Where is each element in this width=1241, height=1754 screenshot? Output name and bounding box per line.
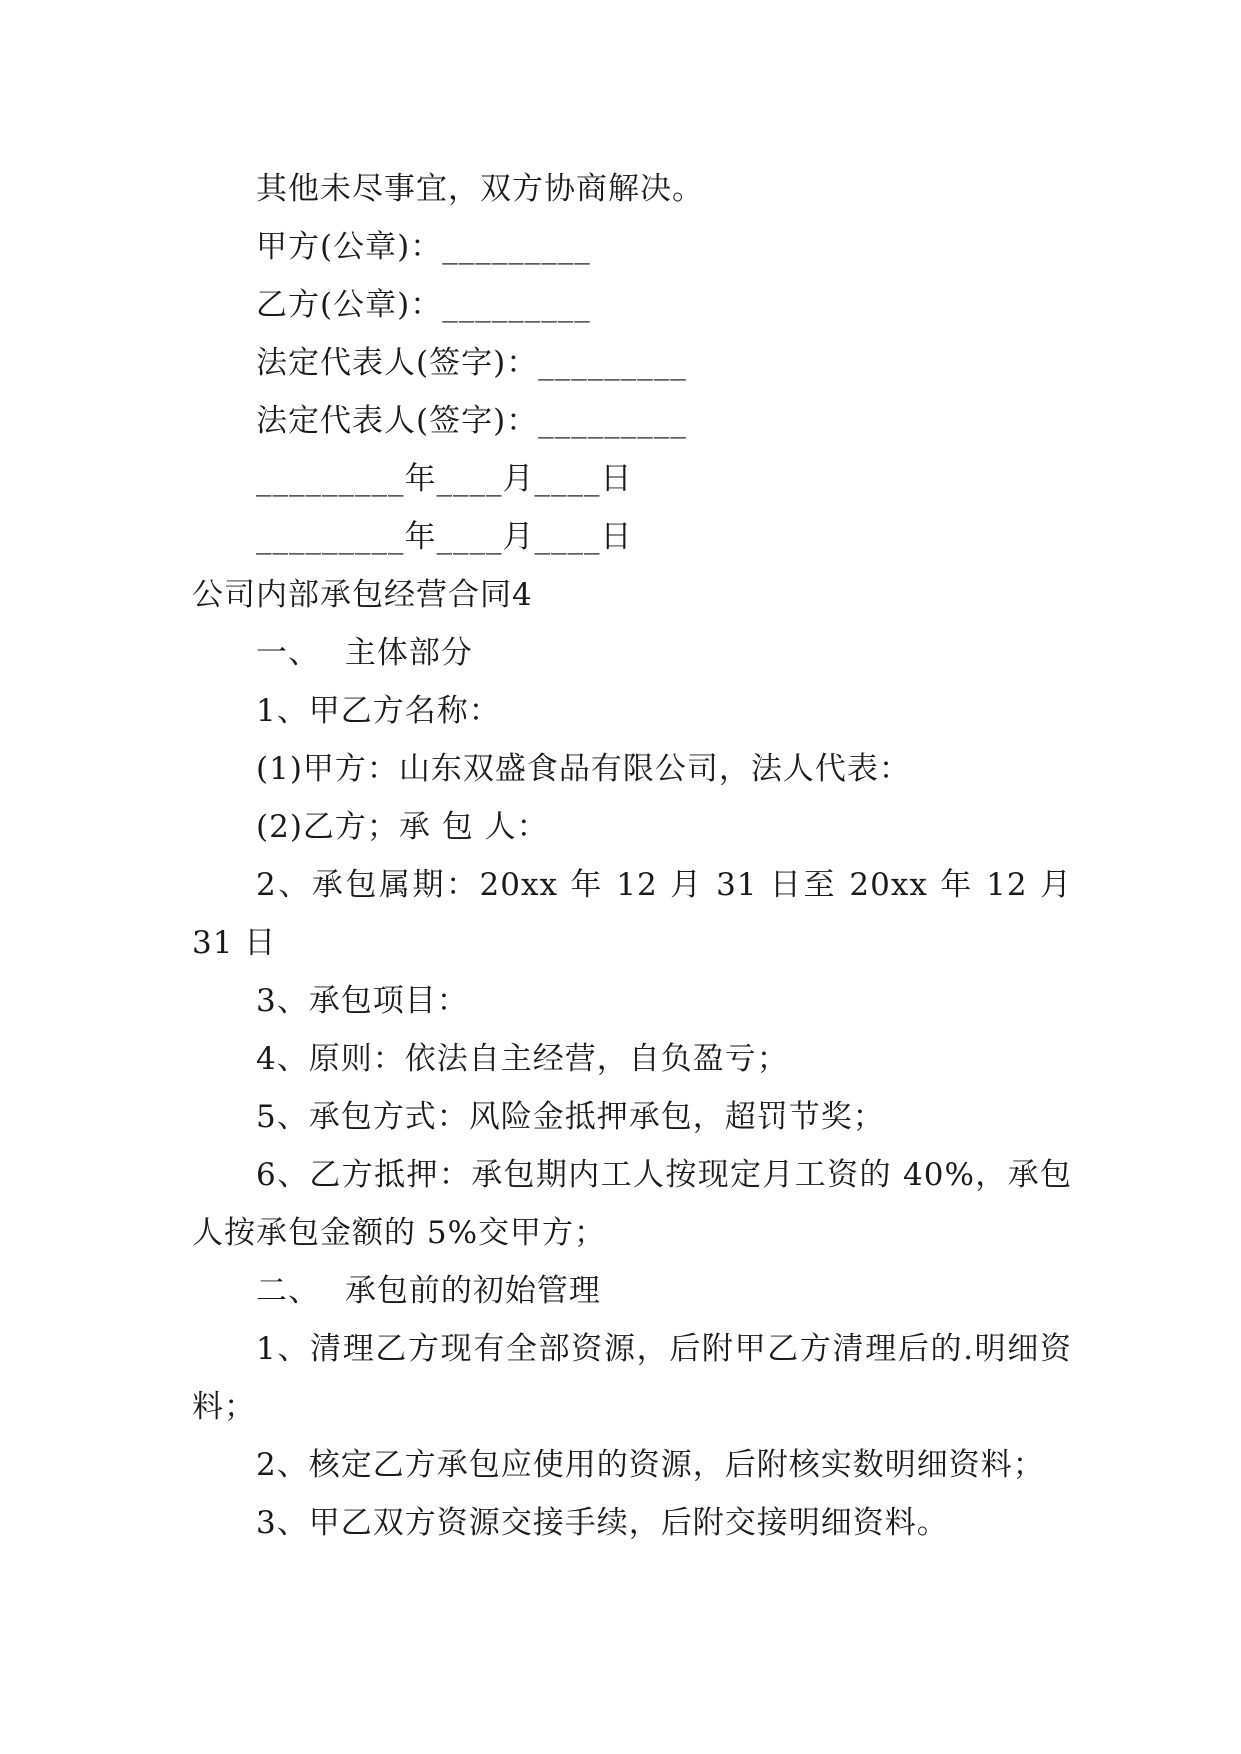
part1-item2: 2、承包属期：20xx 年 12 月 31 日至 20xx 年 12 月 31 日 — [192, 867, 1072, 961]
part2-heading: 二、 承包前的初始管理 — [256, 1273, 601, 1309]
part1-item1a: (1)甲方：山东双盛食品有限公司，法人代表： — [256, 751, 911, 787]
document-body — [192, 160, 1072, 1552]
part1-item3: 3、承包项目： — [256, 983, 469, 1019]
legal-rep-signature-line-b: 法定代表人(签字)：_________ — [256, 403, 687, 439]
part1-item4: 4、原则：依法自主经营，自负盈亏； — [256, 1041, 789, 1077]
closing-clause: 其他未尽事宜，双方协商解决。 — [256, 171, 704, 207]
date-line-b: _________年____月____日 — [256, 519, 633, 555]
part2-item2: 2、核定乙方承包应使用的资源，后附核实数明细资料； — [256, 1447, 1045, 1483]
part2-item1: 1、清理乙方现有全部资源，后附甲乙方清理后的.明细资料； — [192, 1331, 1072, 1425]
date-line-a: _________年____月____日 — [256, 461, 633, 497]
legal-rep-signature-line-a: 法定代表人(签字)：_________ — [256, 345, 687, 381]
party-b-seal-line: 乙方(公章)：_________ — [256, 287, 591, 323]
section-title: 公司内部承包经营合同4 — [192, 577, 533, 613]
part1-heading: 一、 主体部分 — [256, 635, 473, 671]
part1-item1: 1、甲乙方名称： — [256, 693, 501, 729]
part1-item5: 5、承包方式：风险金抵押承包，超罚节奖； — [256, 1099, 885, 1135]
part1-item1b: (2)乙方；承 包 人： — [256, 809, 549, 845]
part1-item6: 6、乙方抵押：承包期内工人按现定月工资的 40%，承包人按承包金额的 5%交甲方； — [192, 1157, 1072, 1251]
party-a-seal-line: 甲方(公章)：_________ — [256, 229, 591, 265]
part2-item3: 3、甲乙双方资源交接手续，后附交接明细资料。 — [256, 1505, 949, 1541]
